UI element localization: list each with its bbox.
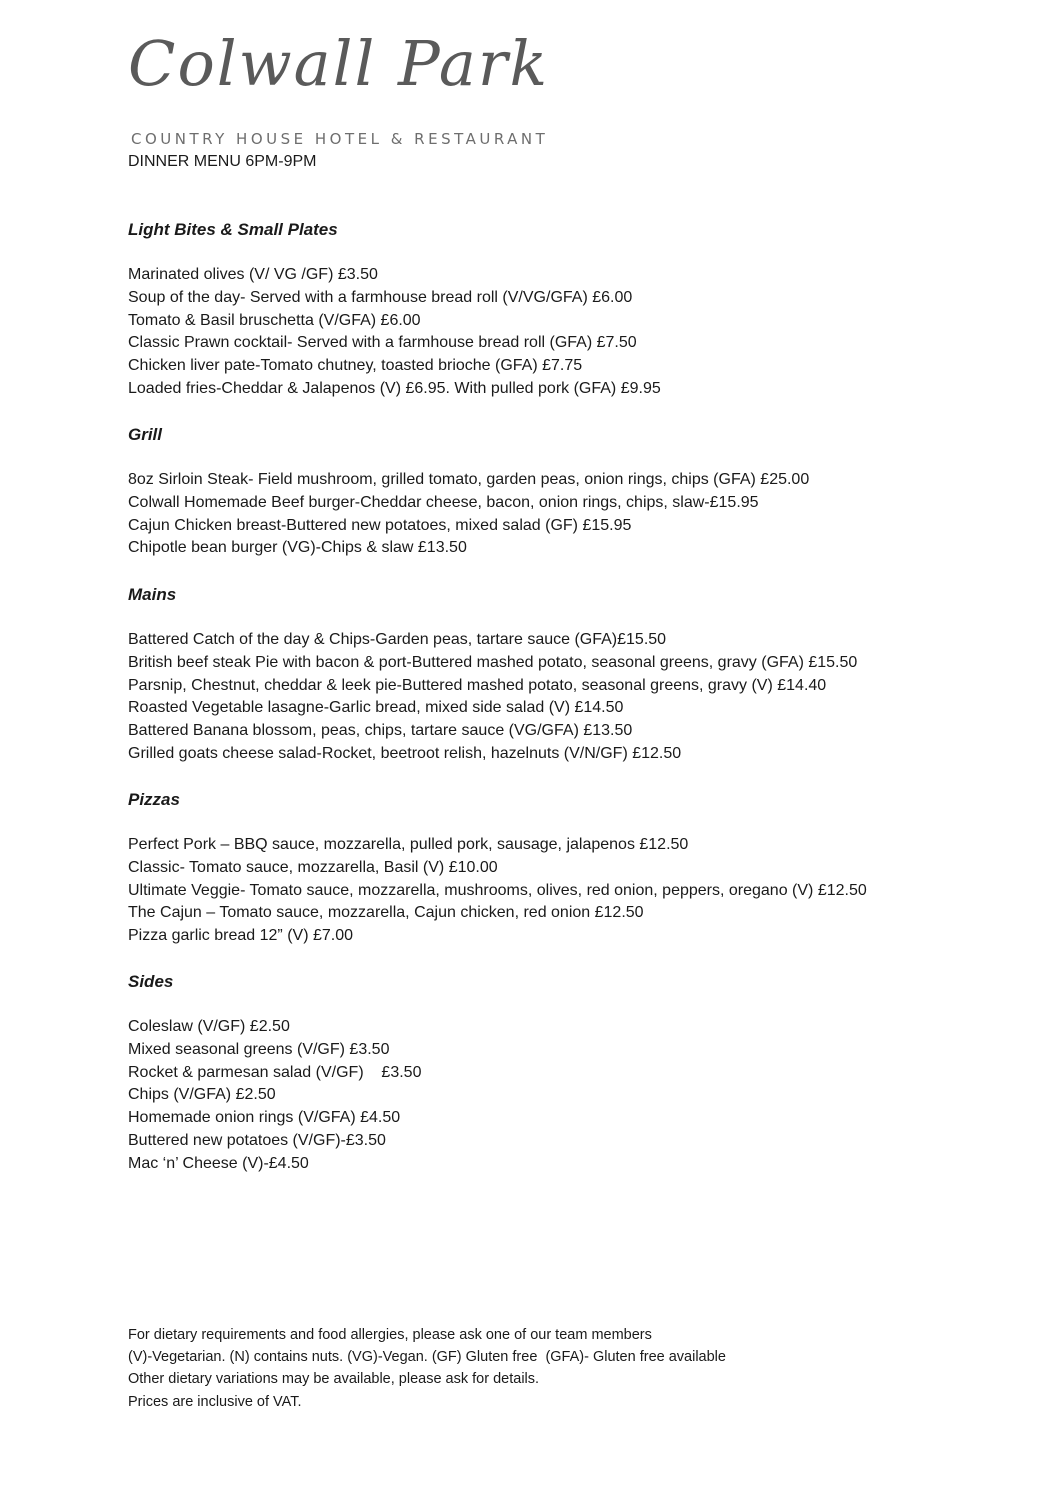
menu-item-list: [128, 629, 1008, 766]
section-heading: Pizzas: [128, 790, 180, 809]
menu-item: Cajun Chicken breast-Buttered new potatoes, mixed salad (GF) £15.95: [128, 516, 632, 534]
menu-item: Chips (V/GFA) £2.50: [128, 1086, 276, 1104]
section-mains: [128, 584, 1008, 766]
menu-item: Colwall Homemade Beef burger-Cheddar cheese, bacon, onion rings, chips, slaw-£15.95: [128, 493, 759, 511]
menu-item: Mixed seasonal greens (V/GF) £3.50: [128, 1040, 390, 1058]
section-heading: Sides: [128, 972, 174, 991]
menu-item-list: [128, 469, 1008, 560]
menu-item: Chipotle bean burger (VG)-Chips & slaw £13.50: [128, 539, 467, 557]
menu-item: Marinated olives (V/ VG /GF) £3.50: [128, 266, 378, 283]
menu-item: Parsnip, Chestnut, cheddar & leek pie-Buttered mashed potato, seasonal greens, gravy (V) £14.40: [128, 676, 827, 694]
menu-item: Roasted Vegetable lasagne-Garlic bread, mixed side salad (V) £14.50: [128, 699, 624, 717]
menu-item: Homemade onion rings (V/GFA) £4.50: [128, 1109, 401, 1127]
footer-line: Prices are inclusive of VAT.: [128, 1393, 302, 1410]
menu-item: 8oz Sirloin Steak- Field mushroom, grilled tomato, garden peas, onion rings, chips (GFA) £25.00: [128, 471, 810, 488]
menu-item-list: [128, 1016, 1008, 1176]
dietary-notes: [128, 1324, 1008, 1413]
menu-item: Buttered new potatoes (V/GF)-£3.50: [128, 1131, 386, 1149]
section-pizzas: [128, 789, 1008, 948]
section-grill: [128, 424, 1008, 560]
hotel-logo: [128, 24, 608, 148]
menu-item: Rocket & parmesan salad (V/GF) £3.50: [128, 1063, 422, 1081]
footer-line: (V)-Vegetarian. (N) contains nuts. (VG)-Vegan. (GF) Gluten free (GFA)- Gluten free available: [128, 1349, 726, 1366]
section-sides: [128, 971, 1008, 1176]
menu-item: British beef steak Pie with bacon & port-Buttered mashed potato, seasonal greens, gravy (GFA) £15.50: [128, 653, 858, 671]
section-light-bites: [128, 219, 1008, 401]
menu-item: Grilled goats cheese salad-Rocket, beetroot relish, hazelnuts (V/N/GF) £12.50: [128, 744, 682, 762]
menu-item: Battered Banana blossom, peas, chips, tartare sauce (VG/GFA) £13.50: [128, 722, 633, 740]
menu-item: Battered Catch of the day & Chips-Garden peas, tartare sauce (GFA)£15.50: [128, 631, 667, 648]
logo-subtitle: COUNTRY HOUSE HOTEL & RESTAURANT: [131, 130, 549, 148]
menu-item: Perfect Pork – BBQ sauce, mozzarella, pulled pork, sausage, jalapenos £12.50: [128, 836, 689, 853]
logo-script-text: Colwall Park: [128, 27, 550, 100]
menu-item: Classic- Tomato sauce, mozzarella, Basil (V) £10.00: [128, 858, 498, 876]
menu-item: Loaded fries-Cheddar & Jalapenos (V) £6.95. With pulled pork (GFA) £9.95: [128, 379, 661, 397]
section-heading: Mains: [128, 585, 177, 604]
menu-item-list: [128, 834, 1008, 948]
footer-line: Other dietary variations may be available, please ask for details.: [128, 1371, 540, 1388]
menu-item-list: [128, 264, 1008, 401]
menu-item: Coleslaw (V/GF) £2.50: [128, 1018, 290, 1035]
menu-title: DINNER MENU 6PM-9PM: [128, 153, 317, 170]
menu-item: Tomato & Basil bruschetta (V/GFA) £6.00: [128, 311, 421, 329]
menu-item: Pizza garlic bread 12” (V) £7.00: [128, 927, 353, 945]
menu-item: Ultimate Veggie- Tomato sauce, mozzarella, mushrooms, olives, red onion, peppers, oregano (V) £12.50: [128, 881, 867, 899]
menu-item: Mac ‘n’ Cheese (V)-£4.50: [128, 1154, 309, 1172]
menu-item: Chicken liver pate-Tomato chutney, toasted brioche (GFA) £7.75: [128, 357, 583, 375]
footer-line: For dietary requirements and food allergies, please ask one of our team members: [128, 1327, 652, 1343]
menu-item: Classic Prawn cocktail- Served with a farmhouse bread roll (GFA) £7.50: [128, 334, 637, 352]
section-heading: Grill: [128, 425, 163, 444]
menu-item: Soup of the day- Served with a farmhouse bread roll (V/VG/GFA) £6.00: [128, 288, 633, 306]
section-heading: Light Bites & Small Plates: [128, 220, 338, 239]
menu-item: The Cajun – Tomato sauce, mozzarella, Cajun chicken, red onion £12.50: [128, 904, 644, 922]
